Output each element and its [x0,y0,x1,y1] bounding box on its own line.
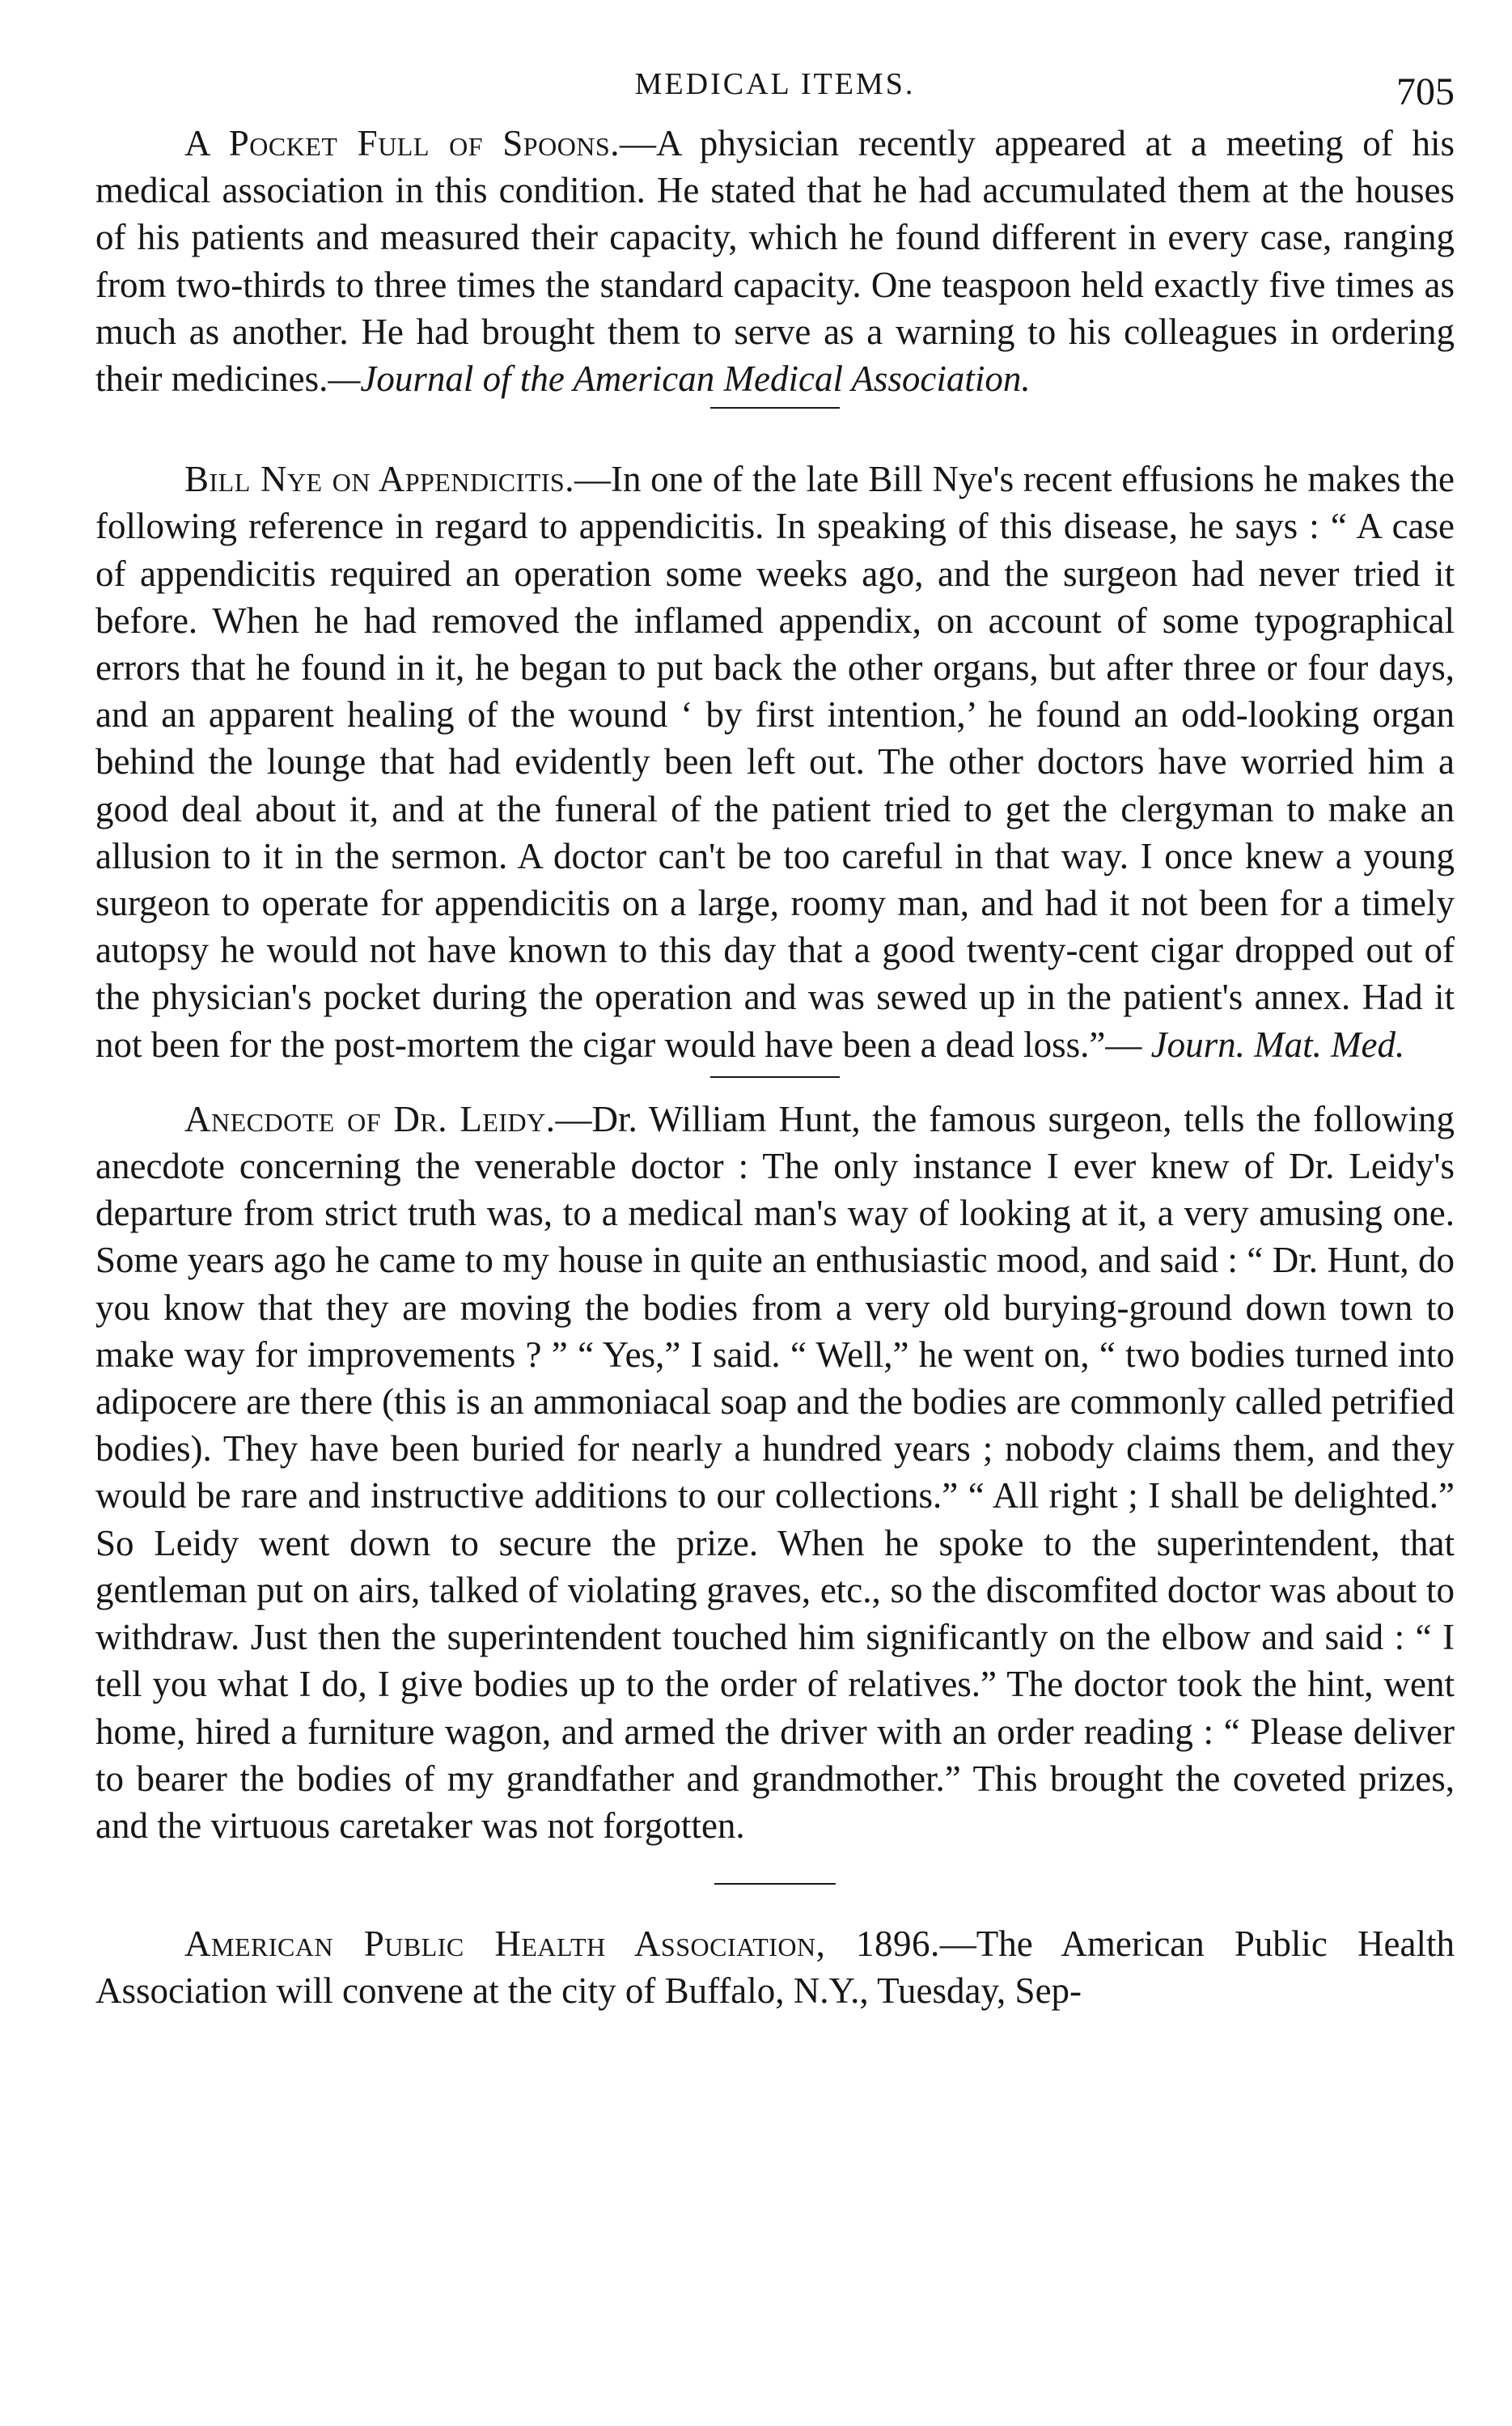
article-american-public-health-association [95,1920,1455,2014]
article-anecdote-of-dr-leidy [95,1096,1455,1849]
section-divider [710,1076,840,1078]
article-pocket-full-of-spoons [95,120,1455,402]
running-title: MEDICAL ITEMS. [634,67,916,101]
article-body: —Dr. William Hunt, the famous surgeon, tells the following anecdote concerning the venerable doctor : The only instance I ever knew of Dr. Leidy's departure from strict truth was, to a medical man's way of looking at it, a very amusing one. Some years ago he came to my house in quite an enthusiastic mood, and said : “ Dr. Hunt, do you know that they are moving the bodies from a very old burying-ground down town to make way for improvements ? ” “ Yes,” I said. “ Well,” he went on, “ two bodies turned into adipocere are there (this is an ammoniacal soap and the bodies are commonly called petrified bodies). They have been buried for nearly a hundred years ; nobody claims them, and they would be rare and instructive additions to our collections.” “ All right ; I shall be delighted.” So Leidy went down to secure the prize. When he spoke to the superintendent, that gentleman put on airs, talked of violating graves, etc., so the discomfited doctor was about to withdraw. Just then the superintendent touched him significantly on the elbow and said : “ I tell you what I do, I give bodies up to the order of relatives.” The doctor took the hint, went home, hired a furniture wagon, and armed the driver with an order reading : “ Please deliver to bearer the bodies of my grandfather and grandmother.” This brought the coveted prizes, and the virtuous caretaker was not forgotten. [95,1098,1455,1846]
book-page [95,58,1455,2015]
article-body: —A physician recently appeared at a meeting of his medical association in this condition. He stated that he had accumulated them at the houses of his patients and measured their capacity, which he found different in every case, ranging from two-thirds to three times the standard capacity. One teaspoon held exactly five times as much as another. He had brought them to serve as a warning to his colleagues in ordering their medicines. [95,123,1455,400]
article-body: —The American Public Health Association will convene at the city of Buffalo, N.Y., Tuesday, Sep- [95,1923,1455,2012]
section-divider [714,1883,836,1885]
article-bill-nye-on-appendicitis [95,456,1455,1068]
page-number: 705 [1396,70,1455,113]
article-source: —Journal of the American Medical Association. [328,358,1031,400]
article-heading: A Pocket Full of Spoons. [184,123,620,163]
article-heading: Bill Nye on Appendicitis. [184,459,574,500]
running-head [95,58,1455,115]
article-heading: Anecdote of Dr. Leidy. [184,1098,556,1139]
article-heading: American Public Health Association, 1896. [184,1923,940,1965]
article-source: Journ. Mat. Med. [1150,1024,1405,1065]
section-divider [710,407,840,409]
article-body: —In one of the late Bill Nye's recent effusions he makes the following reference in regard to appendicitis. In speaking of this disease, he says : “ A case of appendicitis required an operation some weeks ago, and the surgeon had never tried it before. When he had removed the inflamed appendix, on account of some typographical errors that he found in it, he began to put back the other organs, but after three or four days, and an apparent healing of the wound ‘ by first intention,’ he found an odd-looking organ behind the lounge that had evidently been left out. The other doctors have worried him a good deal about it, and at the funeral of the patient tried to get the clergyman to make an allusion to it in the sermon. A doctor can't be too careful in that way. I once knew a young surgeon to operate for appendicitis on a large, roomy man, and had it not been for a timely autopsy he would not have known to this day that a good twenty-cent cigar dropped out of the physician's pocket during the operation and was sewed up in the patient's annex. Had it not been for the post-mortem the cigar would have been a dead loss.”— [95,459,1455,1065]
